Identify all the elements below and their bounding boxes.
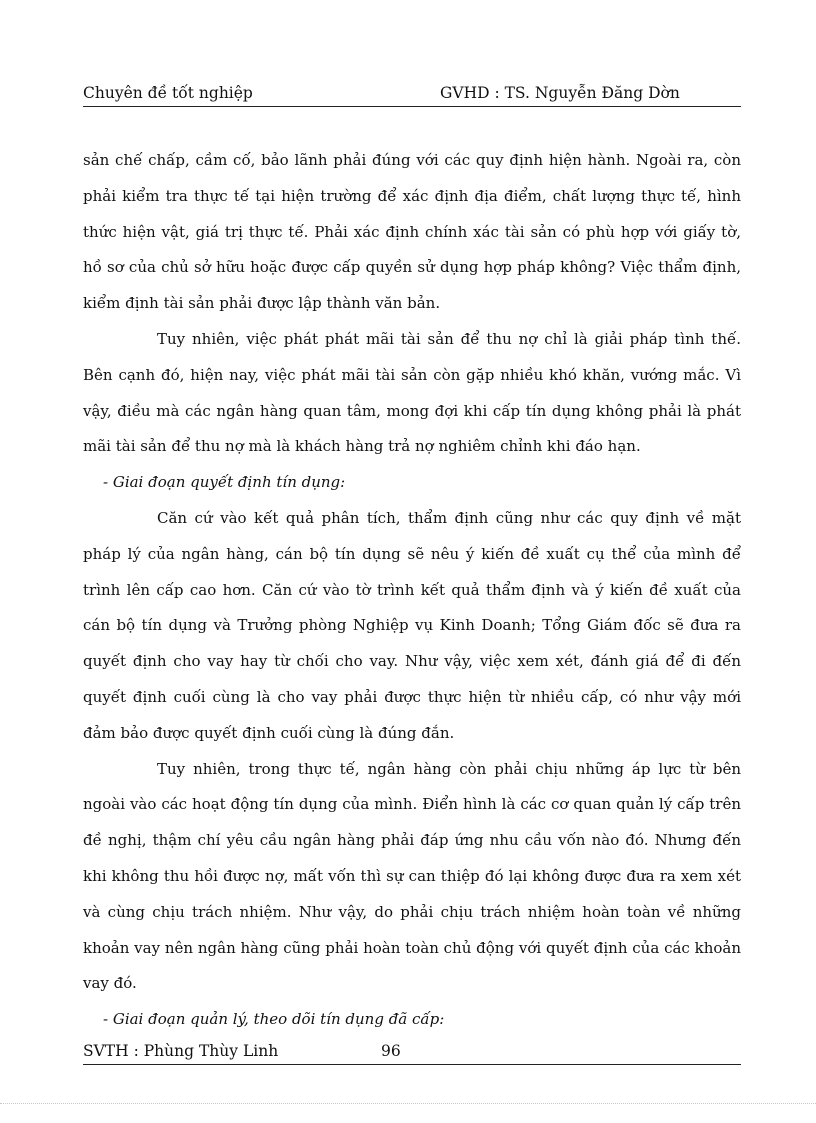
page-header xyxy=(83,84,741,107)
paragraph-collateral-appraisal: sản chế chấp, cầm cố, bảo lãnh phải đúng với các quy định hiện hành. Ngoài ra, còn phải kiểm tra thực tế tại hiện trường để xác định địa điểm, chất lượng thực tế, hình thức hiện vật, giá trị thực tế. Phải xác định chính xác tài sản có phù hợp với giấy tờ, hồ sơ của chủ sở hữu hoặc được cấp quyền sử dụng hợp pháp không? Việc thẩm định, kiểm định tài sản phải được lập thành văn bản. xyxy=(83,151,741,313)
page-body xyxy=(83,143,741,1038)
header-document-type: Chuyên đề tốt nghiệp xyxy=(83,84,253,102)
paragraph-credit-decision: Căn cứ vào kết quả phân tích, thẩm định cũng như các quy định về mặt pháp lý của ngân hàng, cán bộ tín dụng sẽ nêu ý kiến đề xuất cụ thể của mình để trình lên cấp cao hơn. Căn cứ vào tờ trình kết quả thẩm định và ý kiến đề xuất của cán bộ tín dụng và Trưởng phòng Nghiệp vụ Kinh Doanh; Tổng Giám đốc sẽ đưa ra quyết định cho vay hay từ chối cho vay. Như vậy, việc xem xét, đánh giá để đi đến quyết định cuối cùng là cho vay phải được thực hiện từ nhiều cấp, có như vậy mới đảm bảo được quyết định cuối cùng là đúng đắn. xyxy=(83,508,741,742)
page-break-divider xyxy=(0,1103,816,1104)
footer-student-name: SVTH : Phùng Thùy Linh xyxy=(83,1042,279,1060)
paragraph-external-pressure: Tuy nhiên, trong thực tế, ngân hàng còn phải chịu những áp lực từ bên ngoài vào các hoạt động tín dụng của mình. Điển hình là các cơ quan quản lý cấp trên đề nghị, thậm chí yêu cầu ngân hàng phải đáp ứng nhu cầu vốn nào đó. Nhưng đến khi không thu hồi được nợ, mất vốn thì sự can thiệp đó lại không được đưa ra xem xét và cùng chịu trách nhiệm. Như vậy, do phải chịu trách nhiệm hoàn toàn về những khoản vay nên ngân hàng cũng phải hoàn toàn chủ động với quyết định của các khoản vay đó. xyxy=(83,759,741,993)
section-heading-credit-decision: - Giai đoạn quyết định tín dụng: xyxy=(103,473,346,492)
section-heading-credit-monitoring: - Giai đoạn quản lý, theo dõi tín dụng đã cấp: xyxy=(103,1010,445,1029)
header-supervisor: GVHD : TS. Nguyễn Đăng Dờn xyxy=(440,84,680,102)
page-footer xyxy=(83,1042,741,1065)
page-number: 96 xyxy=(381,1042,401,1060)
paragraph-asset-liquidation: Tuy nhiên, việc phát phát mãi tài sản để thu nợ chỉ là giải pháp tình thế. Bên cạnh đó, hiện nay, việc phát mãi tài sản còn gặp nhiều khó khăn, vướng mắc. Vì vậy, điều mà các ngân hàng quan tâm, mong đợi khi cấp tín dụng không phải là phát mãi tài sản để thu nợ mà là khách hàng trả nợ nghiêm chỉnh khi đáo hạn. xyxy=(83,329,741,456)
